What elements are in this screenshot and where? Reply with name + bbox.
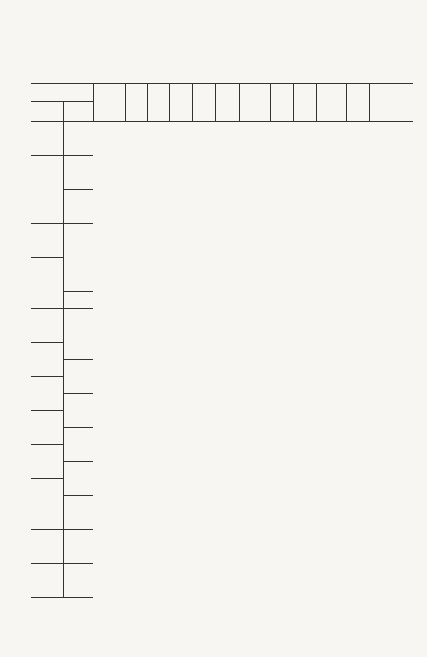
header-a1 <box>147 84 169 122</box>
group-header <box>31 84 93 102</box>
table-row <box>31 394 413 411</box>
table-row <box>31 564 413 581</box>
cell-r1 <box>31 122 63 156</box>
header-a <box>125 84 147 122</box>
table-row <box>31 292 413 309</box>
table-row <box>31 190 413 207</box>
cell-r1 <box>31 224 63 258</box>
cell-r2 <box>63 462 93 496</box>
page-header <box>395 30 403 41</box>
cell-r1 <box>31 564 63 598</box>
cell-r1 <box>31 411 63 445</box>
cell-r2 <box>63 156 93 190</box>
cell-r2 <box>63 394 93 428</box>
table-row <box>31 122 413 139</box>
table-row <box>31 224 413 241</box>
cell-r1 <box>31 343 63 377</box>
header-R1 <box>346 84 369 122</box>
header-a2 <box>169 84 192 122</box>
header-row1 <box>31 102 63 122</box>
header-a3 <box>192 84 215 122</box>
cell-r1 <box>31 258 63 309</box>
cell-r2 <box>63 360 93 394</box>
table-row <box>31 156 413 173</box>
cell-r1 <box>31 377 63 411</box>
dimensions-table <box>31 83 413 598</box>
cell-r1 <box>31 479 63 530</box>
table-row <box>31 462 413 479</box>
header-l <box>270 84 293 122</box>
cell-r2 <box>63 564 93 598</box>
header-e <box>369 84 413 122</box>
cell-r2 <box>63 122 93 156</box>
cell-r1 <box>31 530 63 564</box>
table-row <box>31 428 413 445</box>
cell-r1 <box>31 156 63 224</box>
cell-r2 <box>63 428 93 462</box>
cell-r2 <box>63 496 93 530</box>
table-row <box>31 360 413 377</box>
header-d <box>239 84 270 122</box>
table-row <box>31 530 413 547</box>
header-b <box>215 84 239 122</box>
cell-r2 <box>63 224 93 292</box>
header-row2 <box>63 102 93 122</box>
cell-r1 <box>31 445 63 479</box>
cell-r2 <box>63 292 93 309</box>
header-R <box>316 84 346 122</box>
table-row <box>31 496 413 513</box>
cell-r1 <box>31 309 63 343</box>
cell-r2 <box>63 530 93 564</box>
cell-r2 <box>63 190 93 224</box>
table-row <box>31 309 413 326</box>
header-l1 <box>293 84 316 122</box>
cell-r2 <box>63 309 93 360</box>
header-S <box>93 84 125 122</box>
